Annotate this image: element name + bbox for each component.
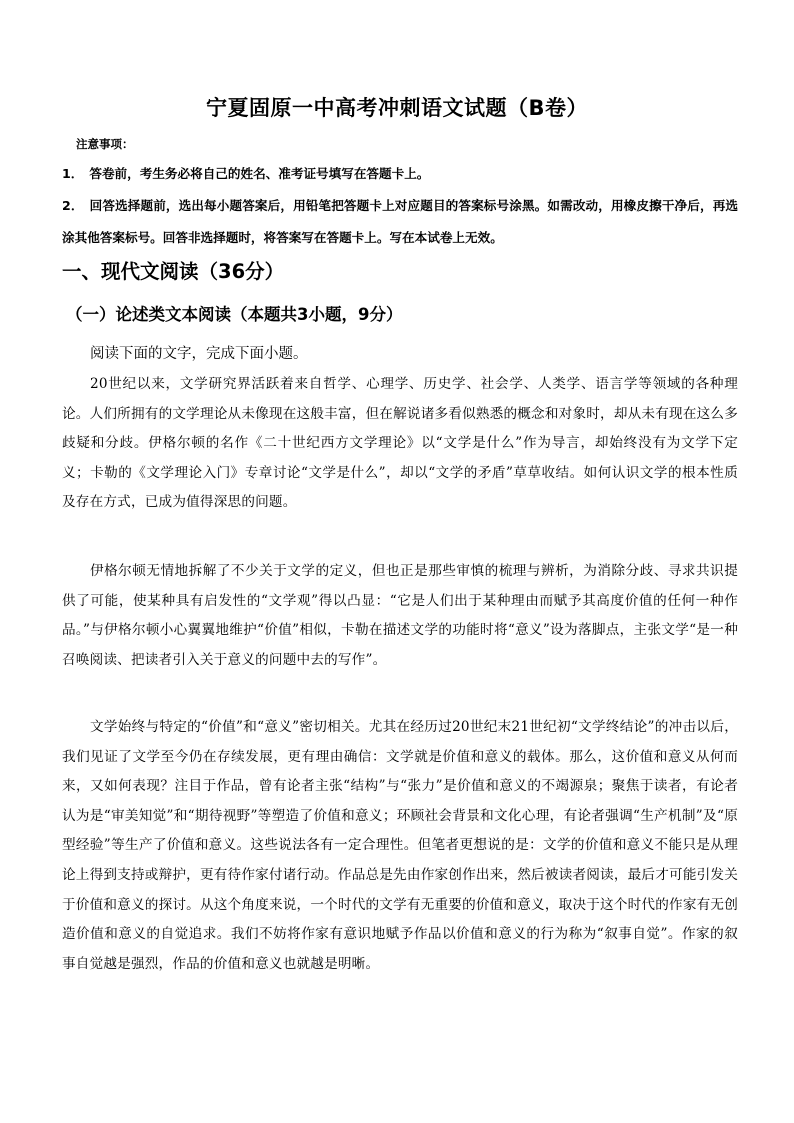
notice-item-text: 答卷前，考生务必将自己的姓名、准考证号填写在答题卡上。 bbox=[89, 166, 430, 181]
notice-item bbox=[62, 190, 738, 254]
reading-instruction: 阅读下面的文字，完成下面小题。 bbox=[90, 346, 308, 362]
section-heading: 一、现代文阅读（36分） bbox=[62, 260, 285, 283]
notice-heading: 注意事项： bbox=[76, 137, 134, 151]
notice-item-text: 回答选择题前，选出每小题答案后，用铅笔把答题卡上对应题目的答案标号涂黑。如需改动，用橡皮擦干净后，再选涂其他答案标号。回答非选择题时，将答案写在答题卡上。写在本试卷上无效。 bbox=[62, 198, 739, 245]
subsection-heading: （一）论述类文本阅读（本题共3小题，9分） bbox=[66, 305, 403, 324]
passage-paragraph: 20世纪以来，文学研究界活跃着来自哲学、心理学、历史学、社会学、人类学、语言学等领域的各种理论。人们所拥有的文学理论从未像现在这般丰富，但在解说诸多看似熟悉的概念和对象时，却从未有现在这么多歧疑和分歧。伊格尔顿的名作《二十世纪西方文学理论》以“文学是什么”作为导言，却始终没有为文学下定义；卡勒的《文学理论入门》专章讨论“文学是什么”，却以“文学的矛盾”草草收结。如何认识文学的根本性质及存在方式，已成为值得深思的问题。 bbox=[62, 376, 738, 511]
passage-paragraph: 文学始终与特定的“价值”和“意义”密切相关。尤其在经历过20世纪末21世纪初“文学终结论”的冲击以后，我们见证了文学至今仍在存续发展，更有理由确信：文学就是价值和意义的载体。那么，这价值和意义从何而来，又如何表现？注目于作品，曾有论者主张“结构”与“张力”是价值和意义的不竭源泉；聚焦于读者，有论者认为是“审美知觉”和“期待视野”等塑造了价值和意义；环顾社会背景和文化心理，有论者强调“生产机制”及“原型经验”等生产了价值和意义。这些说法各有一定合理性。但笔者更想说的是：文学的价值和意义不能只是从理论上得到支持或辩护，更有待作家付诸行动。作品总是先由作家创作出来，然后被读者阅读，最后才可能引发关于价值和意义的探讨。从这个角度来说，一个时代的文学有无重要的价值和意义，取决于这个时代的作家有无创造价值和意义的自觉追求。我们不妨将作家有意识地赋予作品以价值和意义的行为称为“叙事自觉”。作家的叙事自觉越是强烈，作品的价值和意义也就越是明晰。 bbox=[62, 719, 738, 972]
page-title: 宁夏固原一中高考冲刺语文试题（B卷） bbox=[205, 96, 588, 120]
notice-item bbox=[62, 158, 738, 190]
passage-paragraph: 伊格尔顿无情地拆解了不少关于文学的定义，但也正是那些审慎的梳理与辨析，为消除分歧、寻求共识提供了可能，使某种具有启发性的“文学观”得以凸显：“它是人们出于某种理由而赋予其高度价值的任何一种作品。”与伊格尔顿小心翼翼地维护“价值”相似，卡勒在描述文学的功能时将“意义”设为落脚点，主张文学“是一种召唤阅读、把读者引入关于意义的问题中去的写作”。 bbox=[62, 563, 738, 668]
notice-item-number: 1． bbox=[62, 166, 84, 181]
notice-item-number: 2． bbox=[62, 198, 84, 213]
